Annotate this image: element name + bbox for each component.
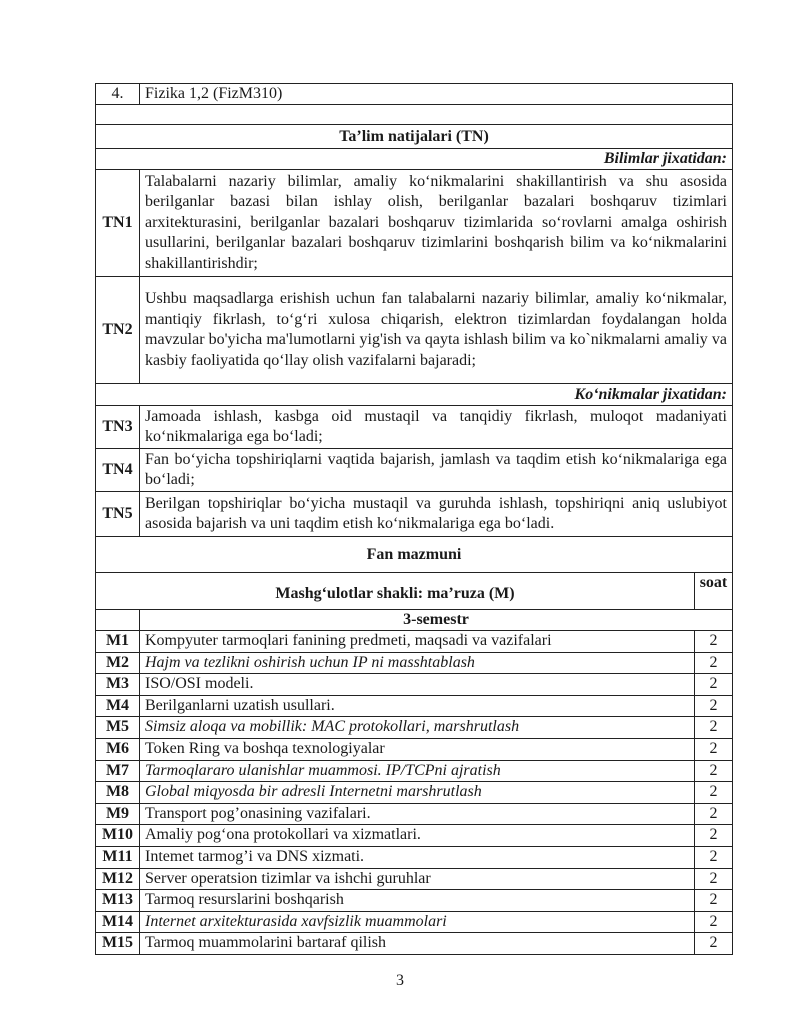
lecture-topic: Transport pog’onasining vazifalari. xyxy=(140,803,695,825)
lecture-hours: 2 xyxy=(694,652,732,674)
outcome-row-tn2 xyxy=(96,277,733,384)
lecture-topic: Kompyuter tarmoqlari fanining predmeti, maqsadi va vazifalari xyxy=(140,631,695,653)
lecture-topic: Global miqyosda bir adresli Internetni marshrutlash xyxy=(140,782,695,804)
lecture-hours: 2 xyxy=(694,933,732,955)
lecture-row xyxy=(96,782,733,804)
outcome-code: TN5 xyxy=(96,492,140,537)
lecture-hours: 2 xyxy=(694,825,732,847)
lecture-code: M13 xyxy=(96,890,140,912)
lecture-code: M7 xyxy=(96,760,140,782)
outcome-code: TN4 xyxy=(96,449,140,492)
skills-heading-row xyxy=(96,384,733,406)
lecture-row xyxy=(96,846,733,868)
lecture-row xyxy=(96,652,733,674)
outcome-text: Ushbu maqsadlarga erishish uchun fan talabalarni nazariy bilimlar, amaliy ko‘nikmalar, mantiqiy fikrlash, to‘g‘ri xulosa chiqarish, elektron tizimlardan foydalangan holda mavzular bo'yicha ma'lumotlarni yig'ish va qayta ishlash bilim va ko`nikmalarni amaliy va kasbiy faoliyatida qo‘llay olish vazifalarni bajaradi; xyxy=(140,277,733,384)
course-name: Fizika 1,2 (FizM310) xyxy=(140,84,733,105)
outcomes-title: Ta’lim natijalari (TN) xyxy=(96,125,733,149)
course-row xyxy=(96,84,733,105)
lecture-topic: Berilganlarni uzatish usullari. xyxy=(140,695,695,717)
lecture-row xyxy=(96,760,733,782)
lecture-code: M12 xyxy=(96,868,140,890)
lecture-hours: 2 xyxy=(694,890,732,912)
lecture-hours: 2 xyxy=(694,911,732,933)
lecture-code: M1 xyxy=(96,631,140,653)
lecture-topic: Internet arxitekturasida xavfsizlik muammolari xyxy=(140,911,695,933)
outcome-row-tn5 xyxy=(96,492,733,537)
knowledge-heading-row xyxy=(96,149,733,170)
lecture-topic: Intemet tarmog’i va DNS xizmati. xyxy=(140,846,695,868)
lecture-heading-row xyxy=(96,573,733,610)
lecture-row xyxy=(96,717,733,739)
outcome-text: Berilgan topshiriqlar bo‘yicha mustaqil va guruhda ishlash, topshiriqni aniq uslubiyot asosida bajarish va uni taqdim etish ko‘nikmalariga ega bo‘ladi. xyxy=(140,492,733,537)
lecture-topic: Tarmoq muammolarini bartaraf qilish xyxy=(140,933,695,955)
lecture-topic: ISO/OSI modeli. xyxy=(140,674,695,696)
outcome-text: Jamoada ishlash, kasbga oid mustaqil va tanqidiy fikrlash, muloqot madaniyati ko‘nikmalariga ega bo‘ladi; xyxy=(140,406,733,449)
lecture-code: M11 xyxy=(96,846,140,868)
hours-label: soat xyxy=(694,573,732,610)
outcome-code: TN2 xyxy=(96,277,140,384)
outcome-row-tn3 xyxy=(96,406,733,449)
lecture-row xyxy=(96,631,733,653)
lecture-row xyxy=(96,825,733,847)
page-number: 3 xyxy=(396,972,404,989)
spacer-row xyxy=(96,105,733,125)
lecture-row xyxy=(96,933,733,955)
lecture-code: M5 xyxy=(96,717,140,739)
outcome-code: TN3 xyxy=(96,406,140,449)
syllabus-table xyxy=(95,83,733,955)
lecture-topic: Simsiz aloqa va mobillik: MAC protokollari, marshrutlash xyxy=(140,717,695,739)
lecture-code: M9 xyxy=(96,803,140,825)
lecture-row xyxy=(96,738,733,760)
outcomes-title-row xyxy=(96,125,733,149)
syllabus-page xyxy=(95,83,733,955)
outcome-text: Fan bo‘yicha topshiriqlarni vaqtida bajarish, jamlash va taqdim etish ko‘nikmalariga ega bo‘ladi; xyxy=(140,449,733,492)
outcome-code: TN1 xyxy=(96,170,140,277)
lecture-hours: 2 xyxy=(694,631,732,653)
content-title-row xyxy=(96,537,733,573)
lecture-row xyxy=(96,911,733,933)
lecture-hours: 2 xyxy=(694,782,732,804)
lecture-code: M10 xyxy=(96,825,140,847)
lecture-code: M4 xyxy=(96,695,140,717)
outcome-text: Talabalarni nazariy bilimlar, amaliy ko‘nikmalarini shakillantirish va shu asosida berilganlar bazasi bilan ishlay olish, berilganlar bazalari boshqaruv tizimlari arxitekturasini, berilganlar bazalari boshqaruv tizimlarida so‘rovlarni amalga oshirish usullarini, berilganlar bazalari boshqaruv tizimlarini boshqarish bilim va ko‘nikmalarini shakillantirishdir; xyxy=(140,170,733,277)
semester-row xyxy=(96,610,733,631)
lecture-row xyxy=(96,695,733,717)
lecture-code: M8 xyxy=(96,782,140,804)
semester-label: 3-semestr xyxy=(140,610,733,631)
lecture-code: M3 xyxy=(96,674,140,696)
lecture-code: M2 xyxy=(96,652,140,674)
lecture-row xyxy=(96,674,733,696)
course-number: 4. xyxy=(96,84,140,105)
outcome-row-tn1 xyxy=(96,170,733,277)
lecture-hours: 2 xyxy=(694,803,732,825)
lecture-hours: 2 xyxy=(694,674,732,696)
lecture-hours: 2 xyxy=(694,738,732,760)
content-title: Fan mazmuni xyxy=(96,537,733,573)
lecture-hours: 2 xyxy=(694,760,732,782)
lecture-topic: Tarmoq resurslarini boshqarish xyxy=(140,890,695,912)
lecture-row xyxy=(96,803,733,825)
lecture-hours: 2 xyxy=(694,868,732,890)
lecture-hours: 2 xyxy=(694,717,732,739)
lecture-code: M6 xyxy=(96,738,140,760)
skills-heading: Ko‘nikmalar jixatidan: xyxy=(96,384,733,406)
lecture-hours: 2 xyxy=(694,846,732,868)
lecture-topic: Amaliy pog‘ona protokollari va xizmatlari. xyxy=(140,825,695,847)
lecture-topic: Hajm va tezlikni oshirish uchun IP ni masshtablash xyxy=(140,652,695,674)
lecture-topic: Server operatsion tizimlar va ishchi guruhlar xyxy=(140,868,695,890)
lecture-row xyxy=(96,868,733,890)
lecture-hours: 2 xyxy=(694,695,732,717)
knowledge-heading: Bilimlar jixatidan: xyxy=(96,149,733,170)
lecture-topic: Token Ring va boshqa texnologiyalar xyxy=(140,738,695,760)
lecture-row xyxy=(96,890,733,912)
outcome-row-tn4 xyxy=(96,449,733,492)
lecture-heading: Mashg‘ulotlar shakli: ma’ruza (M) xyxy=(96,573,695,610)
lecture-list xyxy=(96,631,733,955)
lecture-code: M15 xyxy=(96,933,140,955)
lecture-code: M14 xyxy=(96,911,140,933)
lecture-topic: Tarmoqlararo ulanishlar muammosi. IP/TCPni ajratish xyxy=(140,760,695,782)
